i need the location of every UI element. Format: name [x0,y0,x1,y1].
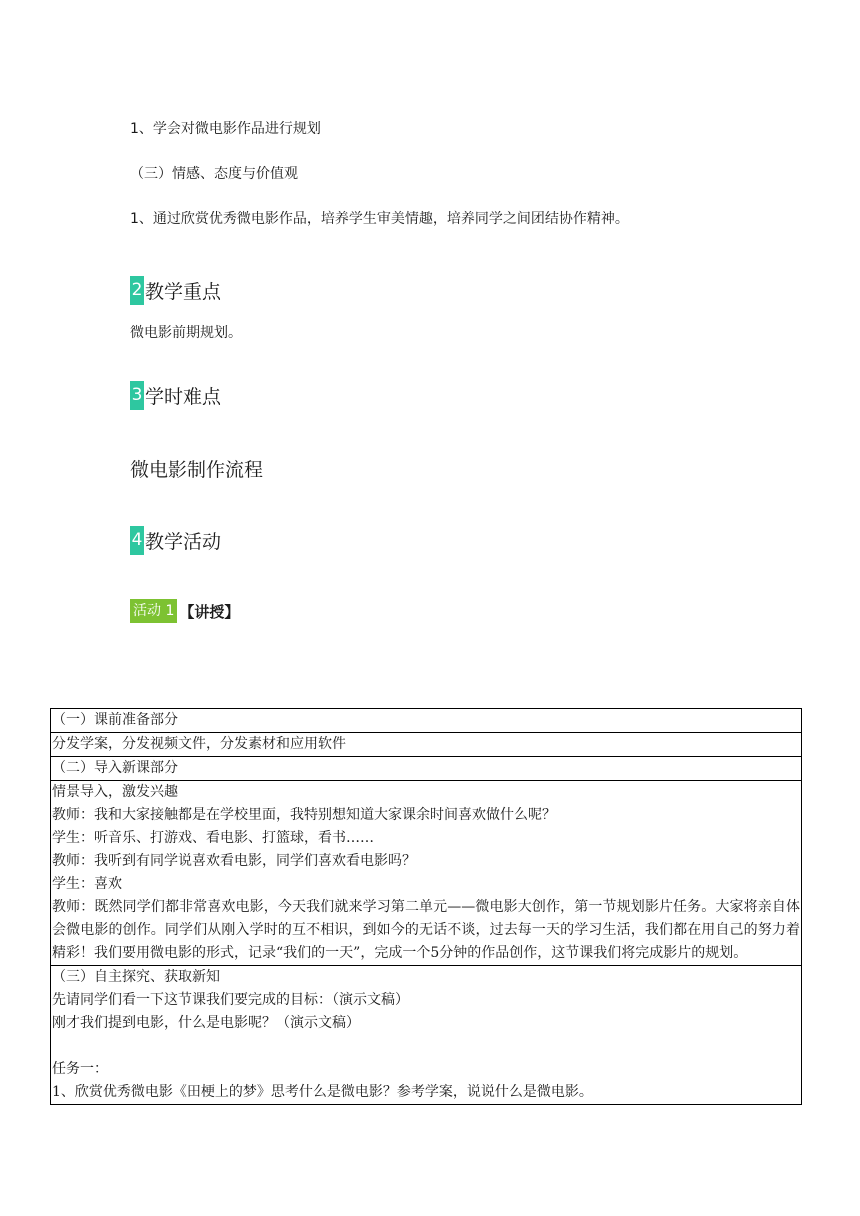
key-point-content: 微电影前期规划。 [130,325,242,341]
activity-1-label-row [130,599,239,623]
lesson-table [50,708,802,1105]
paragraph: （三）自主探究、获取新知 [52,969,220,985]
cell-text: 分发学案，分发视频文件，分发素材和应用软件 [52,736,346,752]
table-row [51,733,802,757]
intro-title-cell [51,757,802,781]
skill-objective-item: 1、学会对微电影作品进行规划 [130,121,321,137]
table-row [51,966,802,1105]
paragraph: 教师：我和大家接触都是在学校里面，我特别想知道大家课余时间喜欢做什么呢？ [52,807,556,823]
paragraph: 学生：听音乐、打游戏、看电影、打篮球，看书…… [52,830,374,846]
paragraph: 情景导入，激发兴趣 [52,784,178,800]
cell-text: （二）导入新课部分 [52,760,178,776]
difficulty-heading [130,381,221,410]
heading-number-badge: 2 [130,276,144,305]
heading-number-badge: 4 [130,526,144,555]
table-row [51,781,802,966]
paragraph: 学生：喜欢 [52,876,122,892]
heading-title: 教学重点 [145,281,222,303]
key-point-heading [130,276,221,305]
paragraph: 教师：既然同学们都非常喜欢电影，今天我们就来学习第二单元——微电影大创作，第一节规划影片任务。大家将亲自体会微电影的创作。同学们从刚入学时的互不相识，到如今的无话不谈，过去每一天的学习生活，我们都在用自己的努力着精彩！我们要用微电影的形式，记录“我们的一天”，完成一个5分钟的作品创作，这节课我们将完成影片的规划。 [52,899,800,961]
cell-text: （一）课前准备部分 [52,712,178,728]
heading-title: 教学活动 [145,531,222,553]
paragraph: 先请同学们看一下这节课我们要完成的目标：（演示文稿） [52,992,409,1008]
difficulty-content: 微电影制作流程 [130,459,264,481]
paragraph: 教师：我听到有同学说喜欢看电影，同学们喜欢看电影吗？ [52,853,416,869]
activities-heading [130,526,221,555]
activity-tag: 活动 1 [130,599,177,623]
intro-content-cell [51,781,802,966]
blank-line [52,1035,800,1058]
explore-cell [51,966,802,1105]
table-row [51,709,802,733]
prep-title-cell [51,709,802,733]
heading-title: 学时难点 [145,386,222,408]
paragraph: 1、欣赏优秀微电影《田梗上的梦》思考什么是微电影？参考学案，说说什么是微电影。 [52,1084,593,1100]
paragraph: 任务一： [52,1061,108,1077]
emotion-objective-item: 1、通过欣赏优秀微电影作品，培养学生审美情趣，培养同学之间团结协作精神。 [130,211,629,227]
prep-content-cell [51,733,802,757]
section-emotion-title: （三）情感、态度与价值观 [130,166,298,182]
activity-type: 【讲授】 [179,602,240,621]
paragraph: 刚才我们提到电影，什么是电影呢？（演示文稿） [52,1015,360,1031]
heading-number-badge: 3 [130,381,144,410]
table-row [51,757,802,781]
